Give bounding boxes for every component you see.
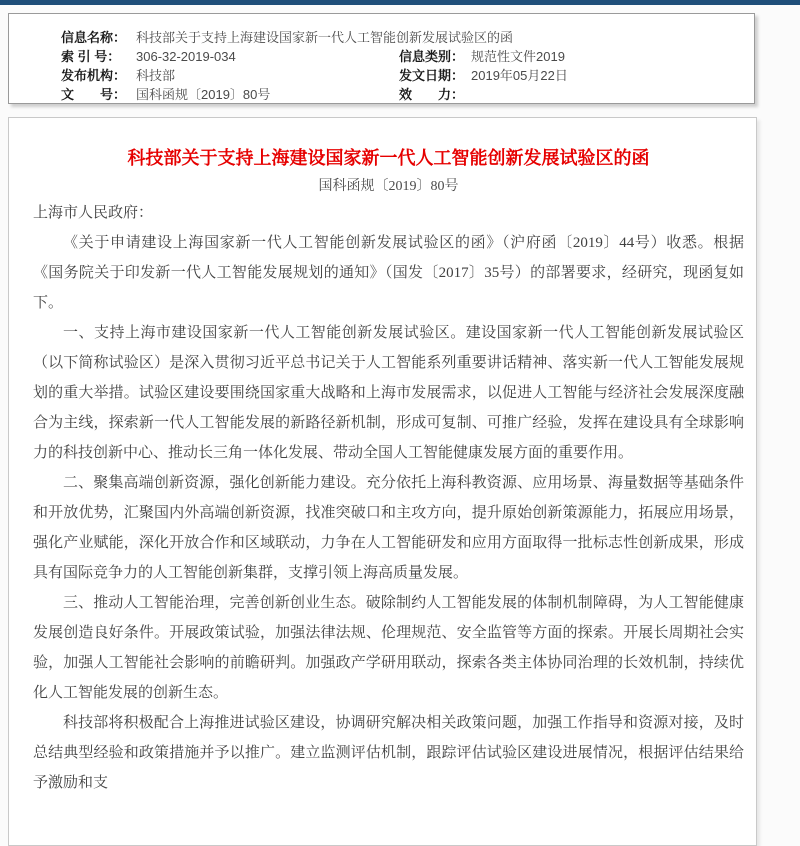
paragraph-intro: 《关于申请建设上海国家新一代人工智能创新发展试验区的函》（沪府函〔2019〕44号）收悉。根据《国务院关于印发新一代人工智能发展规划的通知》（国发〔2017〕35号）的部署要求，经研究，现函复如下。: [33, 235, 744, 311]
info-row-index: [9, 47, 754, 66]
index-number-label: 索 引 号：: [61, 49, 121, 64]
info-category-value: 规范性文件2019: [471, 49, 565, 64]
salutation: 上海市人民政府：: [33, 205, 154, 221]
paragraph-item-1: 一、支持上海市建设国家新一代人工智能创新发展试验区。建设国家新一代人工智能创新发展试验区（以下简称试验区）是深入贯彻习近平总书记关于人工智能系列重要讲话精神、落实新一代人工智能发展规划的重大举措。试验区建设要围绕国家重大战略和上海市发展需求，以促进人工智能与经济社会发展深度融合为主线，探索新一代人工智能发展的新路径新机制，形成可复制、可推广经验，发挥在建设具有全球影响力的科技创新中心、推动长三角一体化发展、带动全国人工智能健康发展方面的重要作用。: [33, 325, 744, 461]
document-number: 国科函规〔2019〕80号: [318, 179, 459, 194]
doc-number-value: 国科函规〔2019〕80号: [136, 87, 271, 102]
info-row-docnumber: [9, 85, 754, 104]
validity-label: 效 力：: [399, 87, 465, 102]
paragraph-item-3: 三、推动人工智能治理，完善创新创业生态。破除制约人工智能发展的体制机制障碍，为人工智能健康发展创造良好条件。开展政策试验，加强法律法规、伦理规范、安全监管等方面的探索。开展长周期社会实验，加强人工智能社会影响的前瞻研判。加强政产学研用联动，探索各类主体协同治理的长效机制，持续优化人工智能发展的创新生态。: [33, 595, 744, 701]
info-name-label: 信息名称：: [61, 30, 127, 45]
document-info-card: [8, 13, 755, 104]
top-accent-bar: [0, 0, 800, 5]
info-row-name: [9, 28, 754, 47]
info-name-value: 科技部关于支持上海建设国家新一代人工智能创新发展试验区的函: [136, 30, 514, 45]
paragraph-item-2: 二、聚集高端创新资源，强化创新能力建设。充分依托上海科教资源、应用场景、海量数据等基础条件和开放优势，汇聚国内外高端创新资源，找准突破口和主攻方向，提升原始创新策源能力，拓展应用场景，强化产业赋能，深化开放合作和区域联动，力争在人工智能研发和应用方面取得一批标志性创新成果，形成具有国际竞争力的人工智能创新集群，支撑引领上海高质量发展。: [33, 475, 744, 581]
info-category-label: 信息类别：: [399, 49, 465, 64]
document-title: 科技部关于支持上海建设国家新一代人工智能创新发展试验区的函: [127, 148, 650, 168]
document-body-card: [8, 117, 757, 846]
paragraph-closing: 科技部将积极配合上海推进试验区建设，协调研究解决相关政策问题，加强工作指导和资源对接，及时总结典型经验和政策措施并予以推广。建立监测评估机制，跟踪评估试验区建设进展情况，根据评估结果给予激励和支: [33, 715, 744, 791]
issuing-agency-label: 发布机构：: [61, 68, 127, 83]
issue-date-value: 2019年05月22日: [471, 68, 568, 83]
info-row-agency: [9, 66, 754, 85]
document-text: [33, 198, 744, 798]
doc-number-label: 文 号：: [61, 87, 127, 102]
index-number-value: 306-32-2019-034: [136, 49, 236, 64]
issuing-agency-value: 科技部: [136, 68, 176, 83]
issue-date-label: 发文日期：: [399, 68, 465, 83]
